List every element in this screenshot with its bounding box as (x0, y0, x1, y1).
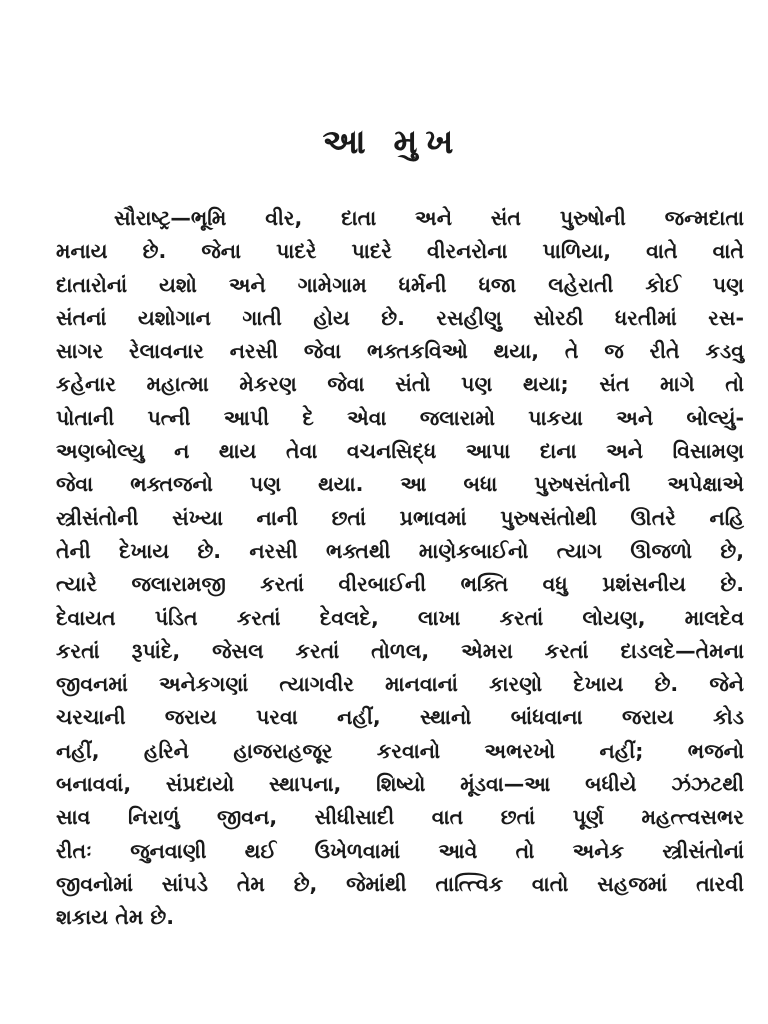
text-line: પોતાની પત્ની આપી દે એવા જલારામો પાકયા અને બોલ્યું- (56, 405, 744, 430)
text-line: મનાય છે. જેના પાદરે પાદરે વીરનરોના પાળિયા, વાતે વાતે (56, 239, 744, 264)
text-line: સાગર રેલાવનાર નરસી જેવા ભક્તકવિઓ થયા, તે જ રીતે કડવુ (56, 339, 744, 364)
body-paragraph (56, 202, 744, 935)
text-line: નહીં, હરિને હાજરાહજૂર કરવાનો અભરખો નહીં; ભજનો (56, 738, 744, 763)
text-line: ચરચાની જરાય પરવા નહીં, સ્થાનો બાંધવાના જરાય કોડ (56, 705, 744, 730)
text-line: કરતાં રૂપાંદે, જેસલ કરતાં તોળલ, એમરા કરતાં દાડલદે—તેમના (56, 638, 744, 663)
text-line: કહેનાર મહાત્મા મેકરણ જેવા સંતો પણ થયા; સંત માગે તો (56, 372, 744, 397)
text-line: જેવા ભક્તજનો પણ થયા. આ બધા પુરુષસંતોની અપેક્ષાએ (56, 472, 744, 497)
text-line: દેવાયત પંડિત કરતાં દેવલદે, લાખા કરતાં લોયણ, માલદેવ (56, 605, 744, 630)
text-line: સંતનાં યશોગાન ગાતી હોય છે. રસહીણુ સોરઠી ધરતીમાં રસ- (56, 305, 744, 330)
text-line: સૌરાષ્ટ્ર—ભૂમિ વીર, દાતા અને સંત પુરુષોની જન્મદાતા (114, 206, 744, 230)
text-line: રીતઃ જુનવાણી થઈ ઉખેળવામાં આવે તો અનેક સ્ત્રીસંતોનાં (56, 838, 744, 863)
text-line: શકાય તેમ છે. (56, 905, 175, 930)
text-line: સ્ત્રીસંતોની સંખ્યા નાની છતાં પ્રભાવમાં પુરુષસંતોથી ઊતરે નહિ (56, 505, 744, 530)
text-line: સાવ નિરાળું જીવન, સીધીસાદી વાત છતાં પૂર્ણ મહત્ત્વસભર (56, 805, 744, 830)
text-line: જીવનોમાં સાંપડે તેમ છે, જેમાંથી તાત્ત્વિક વાતો સહજમાં તારવી (56, 871, 744, 896)
text-line: તેની દેખાય છે. નરસી ભક્તથી માણેકબાઈનો ત્યાગ ઊજળો છે, (56, 538, 744, 563)
text-line: અણબોલ્યુ ન થાય તેવા વચનસિદ્ધ આપા દાના અને વિસામણ (56, 439, 744, 464)
text-line: ત્યારે જલારામજી કરતાં વીરબાઈની ભક્તિ વધુ પ્રશંસનીય છે. (56, 572, 744, 597)
text-line: જીવનમાં અનેકગણાં ત્યાગવીર માનવાનાં કારણો દેખાય છે. જેને (56, 672, 744, 697)
text-line: દાતારોનાં યશો અને ગામેગામ ધર્મની ધજા લહેરાતી કોઈ પણ (56, 272, 744, 297)
page-title: આ મુખ (322, 122, 462, 162)
text-line: બનાવવાં, સંપ્રદાયો સ્થાપના, શિષ્યો મૂંડવા—આ બધીયે ઝંઝટથી (56, 772, 744, 797)
